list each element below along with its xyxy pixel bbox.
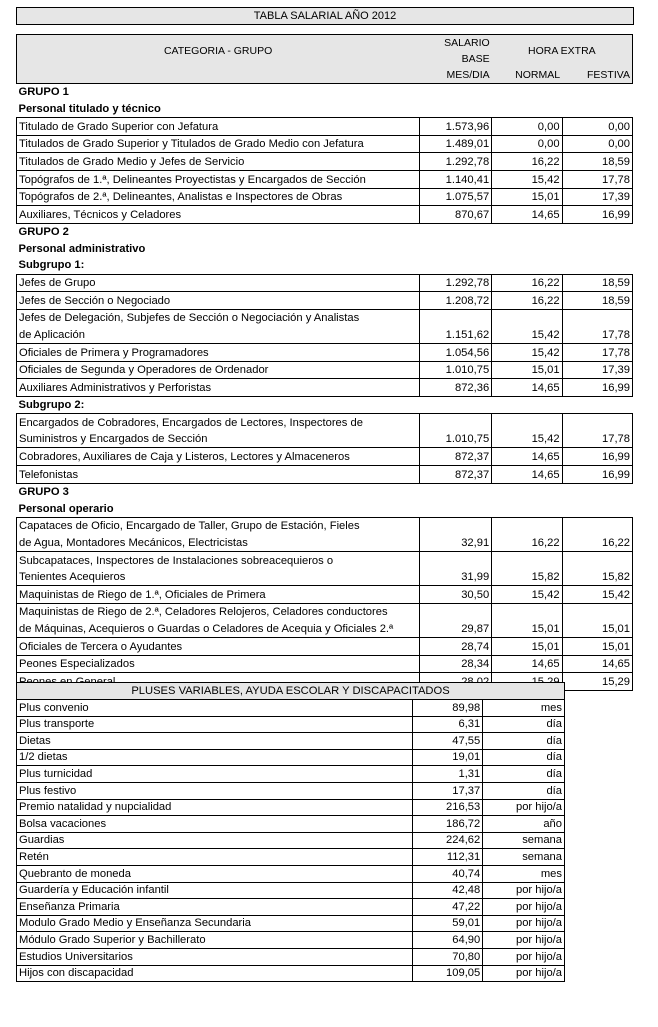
hora-normal-cell: 14,65 [492,379,562,397]
hora-festiva-cell: 16,99 [562,379,632,397]
plus-label: Plus convenio [17,700,413,717]
hora-festiva-cell: 15,42 [562,586,632,604]
plus-value: 59,01 [412,915,483,932]
plus-unit: por hijo/a [483,932,565,949]
plus-row [17,932,565,949]
plus-unit: por hijo/a [483,882,565,899]
table-row [17,655,633,673]
category-label-line2: Suministros y Encargados de Sección [17,431,420,448]
category-label: Topógrafos de 2.ª, Delineantes, Analistas e Inspectores de Obras [17,188,420,206]
header-festiva: FESTIVA [562,67,632,84]
salario-base-cell: 32,91 [419,534,491,551]
salario-base-cell: 1.292,78 [419,274,491,292]
plus-label: Plus transporte [17,716,413,733]
section-label: GRUPO 3 [18,485,69,498]
category-label: Jefes de Grupo [17,274,420,292]
hora-normal-cell: 0,00 [492,135,562,153]
plus-unit: día [483,749,565,766]
category-label: Titulados de Grado Superior y Titulados de Grado Medio con Jefatura [17,135,420,153]
plus-row [17,948,565,965]
header-mes-dia: MES/DIA [419,67,491,84]
hora-festiva-cell: 0,00 [562,118,632,136]
table-row [17,466,633,484]
plus-value: 224,62 [412,832,483,849]
plus-value: 42,48 [412,882,483,899]
plus-unit: día [483,716,565,733]
hora-normal-cell: 15,42 [492,586,562,604]
plus-row [17,899,565,916]
hora-normal-cell: 16,22 [492,292,562,310]
section-label: Subgrupo 1: [18,259,85,272]
plus-label: Premio natalidad y nupcialidad [17,799,413,816]
table-row [17,379,633,397]
section-row [17,500,633,517]
hora-normal-cell: 14,65 [492,206,562,224]
table-row [17,448,633,466]
category-label-line2: Tenientes Acequieros [17,569,420,586]
plus-label: Plus festivo [17,782,413,799]
plus-label: Plus turnicidad [17,766,413,783]
hora-festiva-cell: 16,99 [562,448,632,466]
category-label: Titulado de Grado Superior con Jefatura [17,118,420,136]
salario-base-cell: 872,37 [419,448,491,466]
hora-festiva-cell: 15,01 [562,620,632,637]
plus-label: Enseñanza Primaria [17,899,413,916]
plus-unit: semana [483,832,565,849]
hora-festiva-cell: 17,39 [562,188,632,206]
section-row [17,396,633,414]
plus-label: 1/2 dietas [17,749,413,766]
plus-label: Bolsa vacaciones [17,816,413,833]
category-label-line2: de Agua, Montadores Mecánicos, Electricistas [17,534,420,551]
plus-unit: año [483,816,565,833]
table-row [17,153,633,171]
category-label: Topógrafos de 1.ª, Delineantes Proyectistas y Encargados de Sección [17,170,420,188]
hora-normal-cell: 15,42 [492,170,562,188]
salary-table [16,34,633,691]
category-label: Auxiliares, Técnicos y Celadores [17,206,420,224]
table-row [17,135,633,153]
hora-normal-cell: 15,42 [492,343,562,361]
table-header-row-2 [17,67,633,84]
plus-unit: día [483,766,565,783]
category-label: Oficiales de Segunda y Operadores de Ordenador [17,361,420,379]
plus-row [17,799,565,816]
page-title: TABLA SALARIAL AÑO 2012 [16,7,634,25]
plus-unit: por hijo/a [483,799,565,816]
section-row [17,240,633,257]
plus-label: Guardias [17,832,413,849]
plus-header-row [17,683,565,700]
plus-row [17,700,565,717]
plus-value: 186,72 [412,816,483,833]
plus-unit: por hijo/a [483,948,565,965]
category-label: Oficiales de Primera y Programadores [17,343,420,361]
plus-label: Guardería y Educación infantil [17,882,413,899]
salario-base-cell: 872,36 [419,379,491,397]
plus-value: 47,22 [412,899,483,916]
hora-festiva-cell: 18,59 [562,274,632,292]
table-row [17,552,633,569]
salario-base-cell: 1.075,57 [419,188,491,206]
salario-base-cell: 1.140,41 [419,170,491,188]
hora-festiva-cell: 0,00 [562,135,632,153]
plus-row [17,882,565,899]
plus-row [17,716,565,733]
category-label-line2: de Aplicación [17,326,420,343]
category-label: Subcapataces, Inspectores de Instalaciones sobreacequieros o [17,552,420,569]
salario-base-cell: 1.010,75 [419,361,491,379]
salario-base-cell: 1.151,62 [419,326,491,343]
salario-base-cell: 1.573,96 [419,118,491,136]
hora-normal-cell: 0,00 [492,118,562,136]
category-label: Auxiliares Administrativos y Perforistas [17,379,420,397]
table-row [17,206,633,224]
section-label: Personal administrativo [18,242,146,255]
category-label: Titulados de Grado Medio y Jefes de Servicio [17,153,420,171]
plus-row [17,865,565,882]
hora-festiva-cell: 18,59 [562,153,632,171]
hora-normal-cell: 14,65 [492,466,562,484]
plus-unit: mes [483,700,565,717]
plus-label: Hijos con discapacidad [17,965,413,982]
header-salario-base: SALARIO BASE [419,35,491,68]
hora-festiva-cell: 15,82 [562,569,632,586]
table-row [17,292,633,310]
plus-unit: por hijo/a [483,915,565,932]
plus-unit: por hijo/a [483,899,565,916]
section-label: Personal titulado y técnico [18,102,161,115]
section-label: Personal operario [18,502,114,515]
plus-value: 112,31 [412,849,483,866]
hora-festiva-cell: 16,22 [562,534,632,551]
plus-value: 19,01 [412,749,483,766]
plus-title: PLUSES VARIABLES, AYUDA ESCOLAR Y DISCAPACITADOS [17,683,565,700]
plus-label: Dietas [17,733,413,750]
salario-base-cell: 30,50 [419,586,491,604]
plus-row [17,733,565,750]
salario-base-cell: 31,99 [419,569,491,586]
section-row [17,483,633,500]
category-label-line2: de Máquinas, Acequieros o Guardas o Celadores de Acequia y Oficiales 2.ª [17,620,420,637]
hora-festiva-cell: 16,99 [562,206,632,224]
table-row [17,188,633,206]
plus-value: 216,53 [412,799,483,816]
plus-row [17,849,565,866]
plus-row [17,816,565,833]
category-label: Capataces de Oficio, Encargado de Taller, Grupo de Estación, Fieles [17,517,420,534]
category-label: Encargados de Cobradores, Encargados de Lectores, Inspectores de [17,414,420,431]
plus-unit: por hijo/a [483,965,565,982]
salario-base-cell: 29,87 [419,620,491,637]
salario-base-cell: 1.208,72 [419,292,491,310]
hora-festiva-cell: 17,78 [562,431,632,448]
table-row [17,309,633,326]
hora-normal-cell: 14,65 [492,655,562,673]
plus-unit: semana [483,849,565,866]
hora-festiva-cell: 17,78 [562,343,632,361]
table-row-continuation [17,620,633,637]
table-row-continuation [17,431,633,448]
hora-festiva-cell: 17,78 [562,170,632,188]
category-label: Telefonistas [17,466,420,484]
table-row-continuation [17,326,633,343]
plus-value: 109,05 [412,965,483,982]
table-row [17,586,633,604]
hora-festiva-cell: 14,65 [562,655,632,673]
table-row [17,361,633,379]
section-row [17,223,633,240]
section-row [17,257,633,274]
plus-value: 40,74 [412,865,483,882]
plus-value: 47,55 [412,733,483,750]
hora-normal-cell: 16,22 [492,534,562,551]
table-row [17,170,633,188]
category-label: Cobradores, Auxiliares de Caja y Listeros, Lectores y Almaceneros [17,448,420,466]
salario-base-cell: 28,34 [419,655,491,673]
hora-festiva-cell: 15,01 [562,638,632,656]
hora-normal-cell: 15,42 [492,431,562,448]
plus-row [17,749,565,766]
plus-label: Modulo Grado Medio y Enseñanza Secundaria [17,915,413,932]
category-label: Peones Especializados [17,655,420,673]
category-label: Jefes de Delegación, Subjefes de Sección o Negociación y Analistas [17,309,420,326]
plus-row [17,915,565,932]
salario-base-cell: 872,37 [419,466,491,484]
header-normal: NORMAL [492,67,562,84]
plus-row [17,782,565,799]
salario-base-cell: 870,67 [419,206,491,224]
category-label: Oficiales de Tercera o Ayudantes [17,638,420,656]
table-header-row-1 [17,35,633,68]
table-row-continuation [17,534,633,551]
hora-normal-cell: 15,01 [492,361,562,379]
table-row [17,274,633,292]
category-label: Maquinistas de Riego de 2.ª, Celadores Relojeros, Celadores conductores [17,603,420,620]
section-row [17,84,633,101]
plus-label: Módulo Grado Superior y Bachillerato [17,932,413,949]
plus-label: Retén [17,849,413,866]
hora-normal-cell: 16,22 [492,274,562,292]
plus-row [17,766,565,783]
section-label: Subgrupo 2: [18,398,85,411]
plus-row [17,832,565,849]
table-row [17,414,633,431]
table-row [17,638,633,656]
table-row [17,118,633,136]
table-row-continuation [17,569,633,586]
plus-value: 70,80 [412,948,483,965]
category-label: Jefes de Sección o Negociado [17,292,420,310]
plus-unit: mes [483,865,565,882]
section-label: GRUPO 2 [18,226,69,239]
plus-value: 1,31 [412,766,483,783]
plus-value: 6,31 [412,716,483,733]
plus-value: 64,90 [412,932,483,949]
table-row [17,603,633,620]
hora-normal-cell: 14,65 [492,448,562,466]
plus-value: 17,37 [412,782,483,799]
hora-normal-cell: 15,01 [492,620,562,637]
table-row [17,517,633,534]
section-row [17,101,633,118]
hora-festiva-cell: 17,39 [562,361,632,379]
header-categoria: CATEGORIA - GRUPO [17,35,420,68]
hora-normal-cell: 15,82 [492,569,562,586]
salario-base-cell: 28,74 [419,638,491,656]
salario-base-cell: 1.489,01 [419,135,491,153]
plus-row [17,965,565,982]
plus-table [16,682,565,982]
hora-normal-cell: 15,01 [492,188,562,206]
table-row [17,343,633,361]
plus-unit: día [483,733,565,750]
hora-festiva-cell: 15,29 [562,673,632,691]
hora-normal-cell: 16,22 [492,153,562,171]
plus-unit: día [483,782,565,799]
header-hora-extra: HORA EXTRA [492,35,633,68]
section-label: GRUPO 1 [18,86,69,99]
category-label: Maquinistas de Riego de 1.ª, Oficiales de Primera [17,586,420,604]
plus-value: 89,98 [412,700,483,717]
hora-normal-cell: 15,42 [492,326,562,343]
plus-label: Estudios Universitarios [17,948,413,965]
salario-base-cell: 1.054,56 [419,343,491,361]
hora-festiva-cell: 16,99 [562,466,632,484]
plus-label: Quebranto de moneda [17,865,413,882]
hora-festiva-cell: 18,59 [562,292,632,310]
hora-festiva-cell: 17,78 [562,326,632,343]
salario-base-cell: 1.010,75 [419,431,491,448]
salario-base-cell: 1.292,78 [419,153,491,171]
hora-normal-cell: 15,01 [492,638,562,656]
